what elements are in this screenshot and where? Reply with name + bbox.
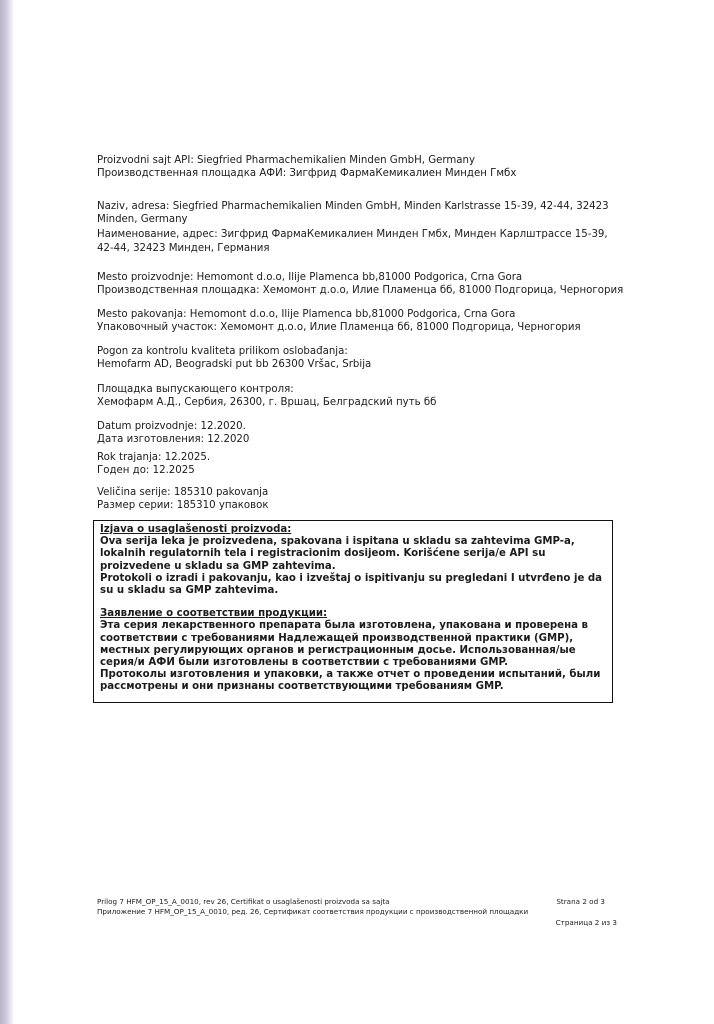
statement-paragraph-sr-1: Ova serija leka je proizvedena, spakovana i ispitana u skladu sa zahtevima GMP-a, lokalnih regulatornih tela i registracionim dosijeom. Korišćene serija/e API su proizvedene u skladu sa GMP zahtevima. xyxy=(100,536,575,572)
qc-release-ru-label: Площадка выпускающего контроля: xyxy=(97,384,294,395)
api-manufacturing-site xyxy=(97,154,637,180)
statement-paragraph-ru-1: Эта серия лекарственного препарата была изготовлена, упакована и проверена в соответствии с требованиями Надлежащей производственной практики (GMP), местных регулирующих органов и регистрационным досье. Использованная/ые серия/и АФИ были изготовлены в соответствии с требованиями GMP. xyxy=(100,620,588,669)
production-site xyxy=(97,271,637,297)
qc-release-site-ru xyxy=(97,383,637,409)
batch-size-sr: Veličina serije: 185310 pakovanja xyxy=(97,487,269,498)
batch-size xyxy=(97,486,637,512)
packaging-site-sr: Mesto pakovanja: Hemomont d.o.o, Ilije Plamenca bb,81000 Podgorica, Crna Gora xyxy=(97,309,516,320)
qc-release-ru-value: Хемофарм А.Д., Сербия, 26300, г. Вршац, Белградский путь бб xyxy=(97,397,437,409)
packaging-site xyxy=(97,308,637,334)
expiry-date xyxy=(97,451,637,477)
footer-line-ru xyxy=(97,907,617,917)
qc-release-sr-label: Pogon za kontrolu kvaliteta prilikom oslobađanja: xyxy=(97,346,348,357)
footer-ru-text: Приложение 7 HFM_OP_15_A_0010, ред. 26, Сертификат соответствия продукции с производственной площадки xyxy=(97,907,529,916)
qc-release-sr-value: Hemofarm AD, Beogradski put bb 26300 Vršac, Srbija xyxy=(97,359,372,371)
conformity-statement-box xyxy=(93,520,613,703)
production-date-ru: Дата изготовления: 12.2020 xyxy=(97,434,250,446)
footer-sr-text: Prilog 7 HFM_OP_15_A_0010, rev 26, Certifikat o usaglašenosti proizvoda sa sajta xyxy=(97,897,390,906)
statement-heading-sr: Izjava o usaglašenosti proizvoda: xyxy=(100,524,292,535)
production-site-sr: Mesto proizvodnje: Hemomont d.o.o, Ilije Plamenca bb,81000 Podgorica, Crna Gora xyxy=(97,272,523,283)
api-site-sr: Proizvodni sajt API: Siegfried Pharmachemikalien Minden GmbH, Germany xyxy=(97,155,476,166)
name-address xyxy=(97,200,627,255)
production-date xyxy=(97,420,637,446)
api-site-ru: Производственная площадка АФИ: Зигфрид ФармаКемикалиен Минден Гмбх xyxy=(97,168,517,180)
expiry-date-sr: Rok trajanja: 12.2025. xyxy=(97,452,211,463)
name-address-ru: Наименование, адрес: Зигфрид ФармаКемикалиен Минден Гмбх, Минден Карлштрассе 15-39, 42-44, 32423 Минден, Германия xyxy=(97,229,608,254)
batch-size-ru: Размер серии: 185310 упаковок xyxy=(97,500,269,512)
statement-heading-ru: Заявление о соответствии продукции: xyxy=(100,608,328,620)
packaging-site-ru: Упаковочный участок: Хемомонт д.о.о, Илие Пламенца бб, 81000 Подгорица, Черногория xyxy=(97,322,581,334)
qc-release-site xyxy=(97,345,637,371)
expiry-date-ru: Годен до: 12.2025 xyxy=(97,465,195,477)
footer-sr-page: Strana 2 od 3 xyxy=(556,897,605,906)
production-site-ru: Производственная площадка: Хемомонт д.о.о, Илие Пламенца бб, 81000 Подгорица, Черногория xyxy=(97,285,624,297)
footer-ru-page: Страница 2 из 3 xyxy=(555,918,617,927)
production-date-sr: Datum proizvodnje: 12.2020. xyxy=(97,421,246,432)
statement-paragraph-sr-2: Protokoli o izradi i pakovanju, kao i izveštaj o ispitivanju su pregledani I utvrđeno je da su u skladu sa GMP zahtevima. xyxy=(100,572,603,597)
name-address-sr: Naziv, adresa: Siegfried Pharmachemikalien Minden GmbH, Minden Karlstrasse 15-39, 42-44, 32423 Minden, Germany xyxy=(97,201,609,226)
footer-line-sr xyxy=(97,897,617,907)
statement-paragraph-ru-2: Протоколы изготовления и упаковки, а также отчет о проведении испытаний, были рассмотрены и они признаны соответствующими требованиям GMP. xyxy=(100,669,601,693)
